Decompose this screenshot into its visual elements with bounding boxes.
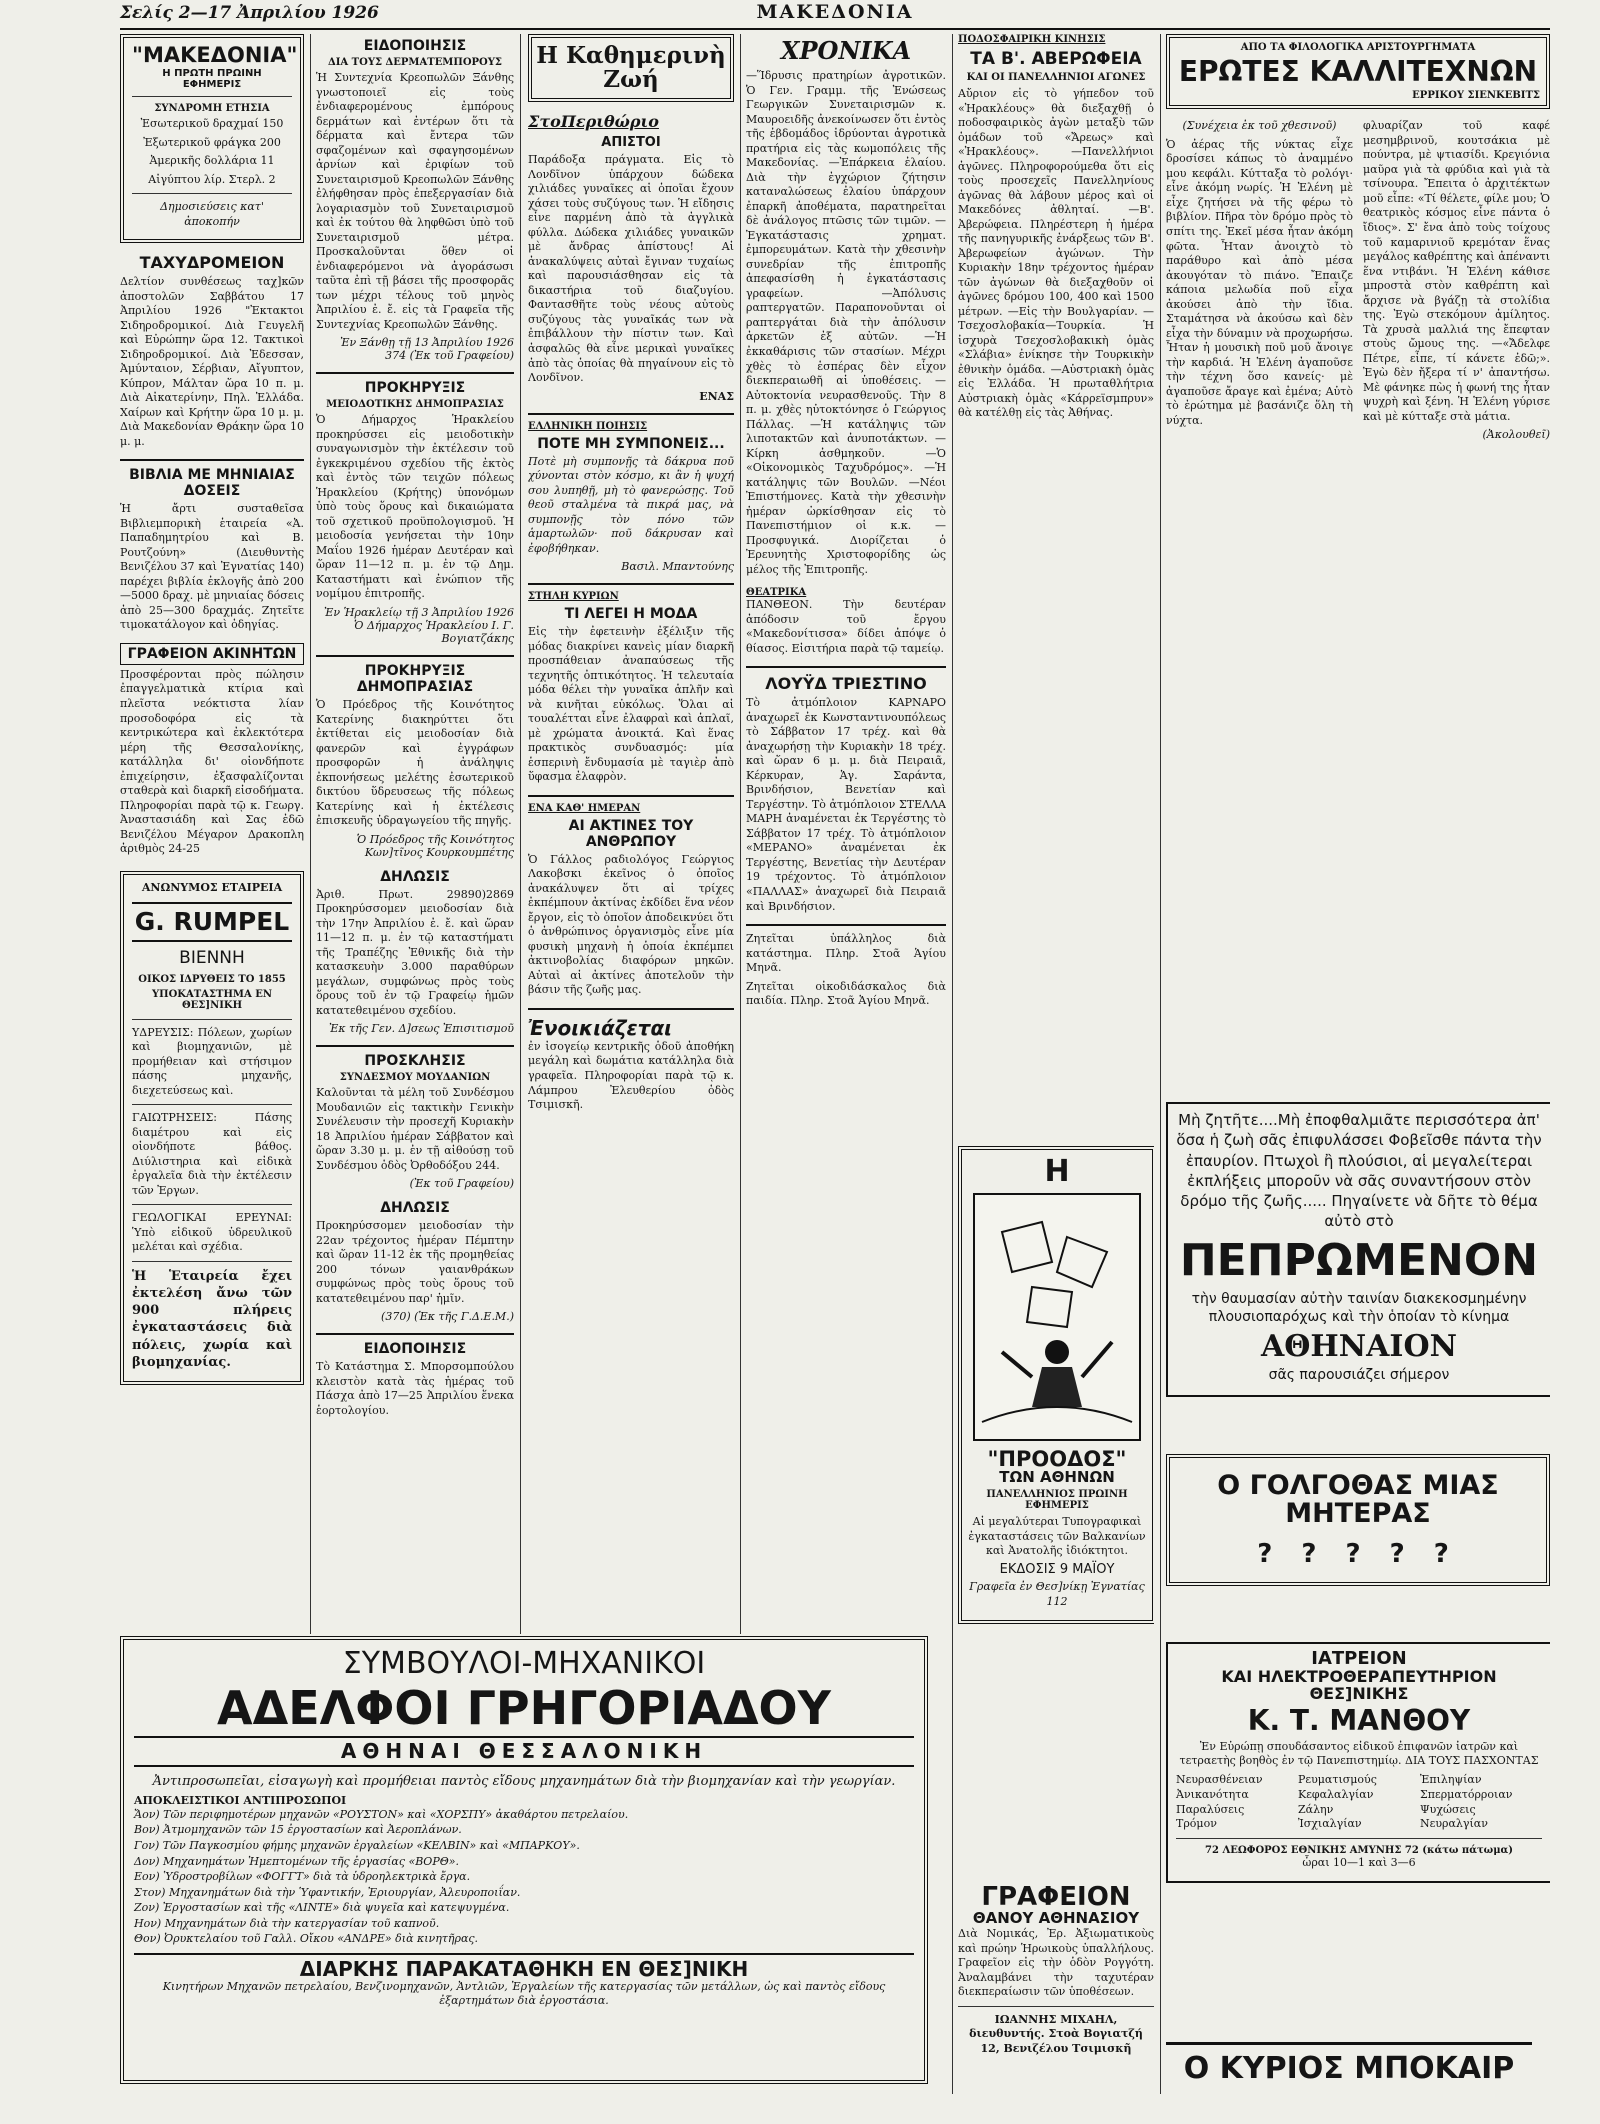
auction-notice bbox=[316, 380, 514, 645]
sports-title: ΤΑ Β'. ΑΒΕΡΩΦΕΙΑ bbox=[970, 49, 1142, 69]
declaration-signature: Ἐκ τῆς Γεν. Δ]σεως Ἐπισιτισμοῦ bbox=[328, 1022, 514, 1036]
poetry-text: Ποτὲ μὴ συμπονῇς τὰ δάκρυα ποῦ χύνονται στὸν κόσμο, κι ἂν ἡ ψυχή σου λυπηθῇ, μὴ τὸ φανερώσῃς. Τοῦ θεοῦ σταλμένα τὰ πικρά μας, νὰ συμπονῇς τὸν πόνο τῶν ἁμαρτωλῶν· ποῦ δάκρυσαν καὶ ἐφοβήθηκαν. bbox=[528, 454, 734, 555]
declaration-title: ΔΗΛΩΣΙΣ bbox=[380, 1200, 450, 1217]
notice-subtitle: ΔΙΑ ΤΟΥΣ ΔΕΡΜΑΤΕΜΠΟΡΟΥΣ bbox=[328, 57, 502, 68]
chronicles bbox=[746, 38, 946, 577]
grafeion-subtitle: ΘΑΝΟΥ ΑΘΗΝΑΣΙΟΥ bbox=[972, 1909, 1140, 1928]
column-5 bbox=[958, 34, 1154, 2094]
film2-marks: ? ? ? ? ? bbox=[1257, 1538, 1459, 1569]
shipping bbox=[746, 674, 946, 914]
rumpel-label: ΑΝΩΝΥΜΟΣ ΕΤΑΙΡΕΙΑ bbox=[141, 880, 283, 894]
margin-signature: ΕΝΑΣ bbox=[699, 389, 734, 403]
clinic-list-item: Νευρασθένειαν bbox=[1176, 1772, 1263, 1786]
auction2-title: ΠΡΟΚΗΡΥΞΙΣ ΔΗΜΟΠΡΑΣΙΑΣ bbox=[356, 662, 474, 695]
bottom-film-ad bbox=[1166, 2042, 1532, 2085]
literature-col-a bbox=[1166, 119, 1353, 1139]
column-4 bbox=[746, 34, 946, 1634]
office-title: ΓΡΑΦΕΙΟΝ ΑΚΙΝΗΤΩΝ bbox=[120, 643, 304, 665]
promo-rate: Αἰγύπτου λίρ. Στερλ. 2 bbox=[148, 172, 276, 186]
literature-body bbox=[1166, 119, 1550, 1139]
literature-title: ΕΡΩΤΕΣ ΚΑΛΛΙΤΕΧΝΩΝ bbox=[1178, 55, 1538, 88]
clinic-text: Ἐν Εὐρώπῃ σπουδάσαντος εἰδικοῦ ἐπιφανῶν ἰατρῶν καὶ τετραετὴς βοηθὸς ἐν τῷ Πανεπιστημίῳ. ΔΙΑ ΤΟΥΣ ΠΑΣΧΟΝΤΑΣ bbox=[1179, 1739, 1539, 1768]
bottom-film-title: Ο ΚΥΡΙΟΣ ΜΠΟΚΑΙΡ bbox=[1183, 2051, 1515, 2086]
film-ad bbox=[1166, 1102, 1550, 1397]
section-title: Η Καθημερινὴ Ζωή bbox=[536, 42, 726, 94]
film-title: ΠΕΠΡΩΜΕΝΟΝ bbox=[1179, 1234, 1539, 1286]
margin-text: Παράδοξα πράγματα. Εἰς τὸ Λονδῖνον ὑπάρχουν δώδεκα χιλιάδες γυναῖκες αἱ ὁποῖαι ἔχουν χάσει τοὺς συζύγους των. Ἡ εἴδησις εἶνε παρμένη ἀπὸ τὰ ἀγγλικὰ φύλλα. Δώδεκα χιλιάδες γυναικῶν μὲ ἄνδρας ἀπίστους! Αἱ ἀνακαλύψεις αὐταὶ ἔγιναν τυχαίως καὶ παρουσιάσθησαν εἰς τὰ δικαστήρια τοῦ διαζυγίου. Φαντασθῆτε τοὺς νέους αὐτοὺς συζύγους τὰς γυναῖκάς των νὰ ἐπιβάλλουν τὴν πίστιν των. Καὶ ἀσφαλῶς θὰ εἶνε μερικαὶ γυναῖκες ἀπὸ τὰς ὁποίας θὰ πηγαίνουν εἰς τὸ Λονδῖνον. bbox=[528, 153, 734, 385]
invitation bbox=[316, 1053, 514, 1190]
literature-tag: ΑΠΟ ΤΑ ΦΙΛΟΛΟΓΙΚΑ ΑΡΙΣΤΟΥΡΓΗΜΑΤΑ bbox=[1240, 42, 1476, 53]
film-cinema: ΑΘΗΝΑΙΟΝ bbox=[1260, 1328, 1458, 1364]
sports-tag: ΠΟΔΟΣΦΑΙΡΙΚΗ ΚΙΝΗΣΙΣ bbox=[958, 34, 1106, 45]
ad-item: Θον) Ὀρυκτελαίου τοῦ Γαλλ. Οἴκου «ΑΝΔΡΕ» διὰ κινητῆρας. bbox=[134, 1932, 479, 1946]
promo-rate: Ἐξωτερικοῦ φράγκα 200 bbox=[143, 135, 281, 149]
clinic-hours: ὧραι 10—1 καὶ 3—6 bbox=[1302, 1856, 1416, 1870]
proodos-address: Γραφεῖα ἐν Θεσ]νίκῃ Ἐγνατίας 112 bbox=[969, 1580, 1145, 1608]
rumpel-geology: ΓΕΩΛΟΓΙΚΑΙ ΕΡΕΥΝΑΙ: Ὑπὸ εἰδικοῦ ὑδρευλικοῦ μελέται καὶ σχέδια. bbox=[132, 1211, 292, 1254]
ad-footer-text: Κινητήρων Μηχανῶν πετρελαίου, Βενζινομηχανῶν, Ἀντλιῶν, Ἐργαλείων τῆς κατεργασίας τῶν μετάλλων, ὡς καὶ παντὸς εἴδους ἐξαρτημάτων διὰ ἐργοστάσια. bbox=[162, 1979, 886, 2008]
clinic-address: 72 ΛΕΩΦΟΡΟΣ ΕΘΝΙΚΗΣ ΑΜΥΝΗΣ 72 (κάτω πάτωμα) bbox=[1205, 1845, 1513, 1857]
ad-item: Ἄον) Τῶν περιφημοτέρων μηχανῶν «ΡΟΥΣΤΟΝ» καὶ «ΧΟΡΣΠΥ» ἀκαθάρτου πετρελαίου. bbox=[134, 1807, 629, 1821]
office-text: Προσφέρονται πρὸς πώλησιν ἐπαγγελματικὰ κτίρια καὶ πλεῖστα νεόκτιστα λίαν προσοδοφόρα εἰς τὰ κεντρικώτερα καὶ ἐκλεκτότερα μέρη τῆς Θεσσαλονίκης, κατάλληλα δι' οἱονδήποτε ἐπιχείρησιν, ἐξασφαλίζονται σταθερὰ καὶ διαρκῆ εἰσοδήματα. Πληροφορίαι παρὰ τῷ κ. Γεωργ. Ἀναστασιάδη καὶ Σας ἐδῶ Βενιζέλου Μέγαρον Δρακοπλη ἀριθμὸς 24-25 bbox=[120, 667, 304, 856]
wanted-ad: Ζητεῖται οἰκοδιδάσκαλος διὰ παιδία. Πληρ. Στοᾶ Ἁγίου Μηνᾶ. bbox=[746, 979, 946, 1008]
clinic-list-item: Νευραλγίαν bbox=[1420, 1817, 1488, 1831]
clinic-list-item: Ἐπιληψίαν bbox=[1420, 1772, 1482, 1786]
literature-end: (Ἀκολουθεῖ) bbox=[1482, 428, 1550, 442]
rumpel-city: ΒΙΕΝΝΗ bbox=[179, 947, 245, 968]
fashion-text: Εἰς τὴν ἐφετεινὴν ἐξέλιξιν τῆς μόδας διακρίνει κανεὶς μίαν διαρκῆ προσπάθειαν ἀναπαύσεως τῆς τεχνητῆς ὀπτικότητος. Ἡ τελευταία μόδα θέλει τὴν γυναῖκα ἁπλῆν καὶ νὰ κινῆται εὐκόλως. Ὅλαι αἱ τουαλέτται εἶνε ἐλαφραὶ καὶ ἁπλαῖ, μὲ χρώματα ἀνοικτά. Καὶ ἕνας πρακτικὸς συνδυασμός: μία ἑσπερινὴ ἔνδυμασία μὲ ταγιὲρ ἀπὸ ὕφασμα ἐλαφρὸν. bbox=[528, 625, 734, 784]
auction-signature: Ἐν Ἡρακλείῳ τῇ 3 Ἀπριλίου 1926 Ὁ Δήμαρχος Ἡρακλείου Ι. Γ. Βογιατζάκης bbox=[324, 605, 514, 645]
rumpel-water: ΥΔΡΕΥΣΙΣ: Πόλεων, χωρίων καὶ βιομηχανιῶν, μὲ προμήθειαν καὶ στήσιμον πάσης μηχανῆς, διεχετεύσεως καὶ. bbox=[132, 1025, 292, 1097]
film2-ad bbox=[1166, 1454, 1550, 1586]
masthead bbox=[120, 0, 1550, 30]
clinic-list-item: Ζάλην bbox=[1298, 1802, 1334, 1816]
daily bbox=[528, 803, 734, 998]
column-3 bbox=[528, 34, 734, 1634]
grigoriadou-ad bbox=[120, 1636, 928, 2084]
literature-col-b bbox=[1363, 119, 1550, 1139]
notice-signature: Ἐν Ξάνθῃ τῇ 13 Ἀπριλίου 1926 374 (Ἐκ τοῦ Γραφείου) bbox=[340, 336, 514, 363]
poetry-signature: Βασιλ. Μπαντούνης bbox=[621, 560, 734, 574]
clinic-list-item: Ρευματισμούς bbox=[1298, 1772, 1377, 1786]
newspaper-illustration-icon bbox=[972, 1192, 1142, 1442]
sports bbox=[958, 34, 1154, 421]
proodos-date: ΕΚΔΟΣΙΣ 9 ΜΑΪΟΥ bbox=[999, 1561, 1115, 1577]
clinic-list bbox=[1176, 1773, 1542, 1832]
auction-subtitle: ΜΕΙΟΔΟΤΙΚΗΣ ΔΗΜΟΠΡΑΣΙΑΣ bbox=[326, 399, 504, 411]
film-desc: τὴν θαυμασίαν αὐτὴν ταινίαν διακεκοσμημένην πλουσιοπαρόχως καὶ τὴν ὁποίαν τὸ κίνημα bbox=[1191, 1290, 1527, 1326]
notice-title: ΕΙΔΟΠΟΙΗΣΙΣ bbox=[363, 38, 467, 54]
film2-title: Ο ΓΟΛΓΟΘΑΣ ΜΙΑΣ ΜΗΤΕΡΑΣ bbox=[1217, 1470, 1499, 1530]
column-rule bbox=[952, 34, 953, 2094]
invitation-subtitle: ΣΥΝΔΕΣΜΟΥ ΜΟΥΔΑΝΙΩΝ bbox=[339, 1072, 491, 1084]
film-intro: Μὴ ζητῆτε....Μὴ ἐποφθαλμιᾶτε περισσότερα ἀπ' ὅσα ἡ ζωὴ σᾶς ἐπιφυλάσσει Φοβεῖσθε πάντα τὴν ἐπαυρίον. Πτωχοὶ ἢ πλούσιοι, αἱ μεγαλείτεραι ἐκπλήξεις μποροῦν νὰ σᾶς συναντήσουν στὸν δρόμο τῆς ζωῆς..... Πηγαίνετε νὰ δῆτε τὸ θέμα αὐτὸ στὸ bbox=[1176, 1111, 1542, 1231]
rent-text: ἐν ἰσογείῳ κεντρικῆς ὁδοῦ ἀποθήκη μεγάλη καὶ δωμάτια κατάλληλα διὰ γραφεῖα. Πληροφορίαι παρὰ τῷ κ. Λάμπρου Ἐλευθερίου ὁδὸς Τσιμισκῆ. bbox=[528, 1039, 734, 1112]
invitation-title: ΠΡΟΣΚΛΗΣΙΣ bbox=[364, 1053, 466, 1070]
ad-sub: ΑΠΟΚΛΕΙΣΤΙΚΟΙ ΑΝΤΙΠΡΟΣΩΠΟΙ bbox=[134, 1793, 347, 1807]
column-2 bbox=[316, 34, 514, 1634]
promo-title: "ΜΑΚΕΔΟΝΙΑ" bbox=[132, 43, 298, 67]
auction2-text: Ὁ Πρόεδρος τῆς Κοινότητος Κατερίνης διακηρύττει ὅτι ἐκτίθεται εἰς μειοδοσίαν διὰ φανερῶν καὶ ἐγγράφων προσφορῶν ἡ ἀνάληψις ἐκπονήσεως μελέτης ἐσωτερικοῦ δικτύου ὕδρευσεως τῆς πόλεως Κατερίνης καὶ ἡ ἐκτέλεσις ἐπισκευῆς ὑδραγωγείου τῆς πηγῆς. bbox=[316, 697, 514, 828]
clinic-title: ΚΑΙ ΗΛΕΚΤΡΟΘΕΡΑΠΕΥΤΗΡΙΟΝ ΘΕΣ]ΝΙΚΗΣ bbox=[1221, 1666, 1497, 1703]
clinic-list-item: Παραλύσεις bbox=[1176, 1802, 1245, 1816]
theatre-text: ΠΑΝΘΕΟΝ. Τὴν δευτέραν ἀπόδοσιν τοῦ ἔργου «Μακεδονίτισσα» δίδει ἀπόψε ὁ θίασος. Εἰσιτήρια παρὰ τῷ ταμείῳ. bbox=[746, 598, 946, 655]
daily-title: ΑΙ ΑΚΤΙΝΕΣ ΤΟΥ ΑΝΘΡΩΠΟΥ bbox=[568, 817, 694, 850]
column-rule bbox=[520, 34, 521, 1634]
books-text: Ἡ ἄρτι συσταθεῖσα Βιβλιεμπορικὴ ἑταιρεία «Ἀ. Παπαδημητρίου καὶ Β. Ρουτζούνη» (Διευθυντὴς Βενιζέλου 37 καὶ Ἐγνατίας 140) παρέχει βιβλία ἐκλογῆς ἀπὸ 200—5000 δραχ. μὲ μηνιαίας δόσεις ἀπὸ 25—300 δραχμάς. Ζητεῖτε τιμοκατάλογον καὶ ὁδηγίας. bbox=[120, 502, 304, 632]
daily-text: Ὁ Γάλλος ραδιολόγος Γεώργιος Λακοβσκι ἐκεῖνος ὁ ὁποῖος ἀνακάλυψεν ὅτι αἱ τρίχες ἐκπέμπουν ἀκτίνας ἐκδίδει ἕνα νέον ἔργον, εἰς τὸ ὁποῖον ἀποδεικνύει ὅτι ὁ ἀνθρώπινος ὀργανισμὸς εἶνε μία φυσικὴ μηχανὴ ἡ ὁποία ἐκπέμπει ἀκτινοβολίας διαφόρων μηκῶν. Αὐταὶ αἱ ἀκτίνες ἀποτελοῦν τὴν βάσιν τῆς ζωῆς μας. bbox=[528, 852, 734, 997]
wanted-ad: Ζητεῖται ὑπάλληλος διὰ κατάστημα. Πληρ. Στοᾶ Ἁγίου Μηνᾶ. bbox=[746, 932, 946, 975]
shipping-text: Τὸ ἀτμόπλοιον ΚΑΡΝΑΡΟ ἀναχωρεῖ ἐκ Κωνσταντινουπόλεως τὸ Σάββατον 17 τρέχ. καὶ θὰ ἀναχωρήσῃ τὴν Κυριακὴν 18 τρέχ. καὶ ὥραν 6 μ. μ. διὰ Πειραιᾶ, Κέρκυραν, Ἁγ. Σαράντα, Βρινδήσιον, Βενετίαν καὶ Τεργέστην. Τὸ ἀτμόπλοιον ΣΤΕΛΛΑ ΜΑΡΗ ἀναμένεται ἐκ Τεργέστης τὸ Σάββατον 17 τρέχ. Τὸ ἀτμόπλοιον «ΜΕΡΑΝΟ» ἀναμένεται ἐκ Τεργέστης, Βενετίας τὴν Δευτέραν 19 τρέχοντος. Τὸ ἀτμόπλοιον «ΠΑΛΛΑΣ» ἀναχωρεῖ διὰ Πειραιᾶ καὶ Βρινδήσιον. bbox=[746, 696, 946, 913]
proodos-title: "ΠΡΟΟΔΟΣ" bbox=[987, 1446, 1127, 1471]
promo-rate: Ἀμερικῆς δολλάρια 11 bbox=[149, 154, 275, 168]
fashion bbox=[528, 591, 734, 785]
notice-title: ΕΙΔΟΠΟΙΗΣΙΣ bbox=[363, 1341, 467, 1358]
ad-footer-title: ΔΙΑΡΚΗΣ ΠΑΡΑΚΑΤΑΘΗΚΗ ΕΝ ΘΕΣ]ΝΙΚΗ bbox=[134, 1953, 914, 1980]
paper-name: ΜΑΚΕΔΟΝΙΑ bbox=[756, 1, 914, 23]
invitation-text: Καλοῦνται τὰ μέλη τοῦ Συνδέσμου Μουδανιῶν εἰς τακτικὴν Γενικὴν Συνέλευσιν τὴν προσεχῆ Κυριακὴν 18 Ἀπριλίου ἡμέραν Σάββατον καὶ ὥραν 3.30 μ. μ. ἐν τῇ αἰθούσῃ τοῦ Συνδέσμου ὁδὸς Ὀρθοδόξου 244. bbox=[316, 1086, 514, 1172]
literature-header bbox=[1166, 34, 1550, 109]
ad-item: Εον) Ὑδροστροβίλων «ΦΟΓΓΤ» διὰ τὰ ὑδροηλεκτρικὰ ἔργα. bbox=[134, 1870, 471, 1884]
daily-tag: ΕΝΑ ΚΑΘ' ΗΜΕΡΑΝ bbox=[528, 802, 641, 814]
ad-item: Ζον) Ἐργοστασίων καὶ τῆς «ΛΙΝΤΕ» διὰ ψυγεῖα καὶ κατεψυγμένα. bbox=[134, 1901, 510, 1915]
margin-subtitle: ΑΠΙΣΤΟΙ bbox=[601, 135, 661, 151]
grafeion-title: ΓΡΑΦΕΙΟΝ bbox=[981, 1882, 1131, 1912]
ad-item: Γον) Τῶν Παγκοσμίου φήμης μηχανῶν ἐργαλείων «ΚΕΛΒΙΝ» καὶ «ΜΠΑΡΚΟΥ». bbox=[134, 1838, 580, 1852]
declaration-1 bbox=[316, 869, 514, 1036]
declaration-signature: (370) (Ἐκ τῆς Γ.Δ.Ε.Μ.) bbox=[381, 1310, 514, 1324]
ad-item: Στον) Μηχανημάτων διὰ τὴν Ὑφαντικήν, Ἐριουργίαν, Ἀλευροποιΐαν. bbox=[134, 1885, 521, 1899]
post-text: Δελτίον συνθέσεως ταχ]κῶν ἀποστολῶν Σαββάτου 17 Ἀπριλίου 1926 "Ἐκτακτοι Σιδηροδρομικοί. Διὰ Γευγελῆ καὶ Εὐρώπην ὥρα 12. Τακτικοὶ Σιδηροδρομικοί. Διὰ Ἐδεσσαν, Ἀμύνταιον, Σέρβιαν, Αἴγυπτον, Κύπρον, Μάλταν ὥρα 10 π. μ. Διὰ Αἰκατερίνην, Πηλ. Ἑλλάδα. Χαίρων καὶ Κρήτην ὥρα 10 μ. μ. Διὰ Μακεδονίαν Θράκην ὥρα 10 μ. μ. bbox=[120, 275, 304, 448]
theatre bbox=[746, 587, 946, 656]
film-now: σᾶς παρουσιάζει σήμερον bbox=[1268, 1367, 1450, 1384]
theatre-title: ΘΕΑΤΡΙΚΑ bbox=[746, 587, 807, 599]
proodos-desc: ΠΑΝΕΛΛΗΝΙΟΣ ΠΡΩΙΝΗ ΕΦΗΜΕΡΙΣ bbox=[986, 1489, 1128, 1512]
declaration-text: Προκηρύσσομεν μειοδοσίαν τὴν 22αν τρέχοντος ἡμέραν Πέμπτην καὶ ὥραν 11-12 ἐκ τῆς προμηθείας 200 τόνων γαιανθράκων συμφώνως πρὸς τοὺς ὅρους τοῦ κατατεθειμένου παρ' ἡμῖν. bbox=[316, 1219, 514, 1305]
promo-rate: Ἐσωτερικοῦ δραχμαί 150 bbox=[140, 117, 284, 131]
promo-subtitle: Η ΠΡΩΤΗ ΠΡΩΙΝΗ ΕΦΗΜΕΡΙΣ bbox=[162, 68, 262, 90]
notice-tanners bbox=[316, 38, 514, 362]
declaration-title: ΔΗΛΩΣΙΣ bbox=[380, 868, 450, 885]
illustration-art bbox=[972, 1192, 1142, 1442]
office-notice bbox=[120, 643, 304, 857]
auction-title: ΠΡΟΚΗΡΥΞΙΣ bbox=[364, 380, 466, 397]
post-title: ΤΑΧΥΔΡΟΜΕΙΟΝ bbox=[139, 253, 285, 273]
promo-footer: Δημοσιεύσεις κατ' ἀποκοπήν bbox=[160, 200, 264, 228]
auction2-notice bbox=[316, 663, 514, 859]
clinic-list-item: Κεφαλαλγίαν bbox=[1298, 1787, 1374, 1801]
notice-text: Ἡ Συντεχνία Κρεοπωλῶν Ξάνθης γνωστοποιεῖ εἰς τοὺς ἐνδιαφερομένους ἐμπόρους δερμάτων καὶ ἐντέρων ὅτι τὰ δέρματα καὶ ἔντερα τῶν σφαζομένων καὶ σφαγησομένων ἀρνίων καὶ ἐριφίων τοῦ Συνεταιρισμοῦ Κρεοπωλῶν Ξάνθης ἐλήφθησαν πρὸς ἐπεξεργασίαν διὰ λογαριασμὸν τοῦ Συνεταιρισμοῦ καὶ ἐκ τούτου θὰ ληφθῶσι ὑπὸ τοῦ Συνεταιρισμοῦ μέτρα. Προσκαλοῦνται ὅθεν οἱ ἐνδιαφερόμενοι νὰ ἀγοράσωσι ταῦτα ἐπὶ τῇ βάσει τῆς προσφορᾶς των μέχρι τέλους τοῦ μηνὸς Ἀπριλίου ἐ. ἔ. εἰς τὰ Γραφεῖα τῆς Συντεχνίας Κρεοπωλῶν Ξάνθης. bbox=[316, 71, 514, 331]
auction2-signature: Ὁ Πρόεδρος τῆς Κοινότητος Κων]τῖνος Κουρκουμπέτης bbox=[356, 832, 514, 859]
column-rule bbox=[740, 34, 741, 1634]
promo-box bbox=[120, 34, 304, 243]
proodos-letter: Η bbox=[1044, 1154, 1070, 1189]
column-rule bbox=[1160, 34, 1161, 2094]
rumpel-founded: ΟΙΚΟΣ ΙΔΡΥΘΕΙΣ ΤΟ 1855 bbox=[138, 973, 286, 985]
auction-text: Ὁ Δήμαρχος Ἡρακλείου προκηρύσσει εἰς μειοδοτικὴν συναγωνισμὸν τὴν ἐκτέλεσιν τοῦ ἐγκεκριμένου σχεδίου τῆς ἐκτὸς καὶ ἐντὸς τῶν τειχῶν πόλεως Ἡρακλείου (Κρήτης) ὑπονόμων ὑπὸ τοὺς ὅρους καὶ δικαιώματα τοῦ σχετικοῦ προϋπολογισμοῦ. Ἡ μειοδοσία γενήσεται τὴν 10ην Μαΐου 1926 ἡμέραν Δευτέραν καὶ ὥραν 11—12 π. μ. ἐν τῷ Δημ. Καταστήματι καὶ ἐνώπιον τῆς νομίμου ἐπιτροπῆς. bbox=[316, 413, 514, 601]
grafeion-ad bbox=[958, 1884, 1154, 2060]
rumpel-installations: Ἡ Ἑταιρεία ἔχει ἐκτελέση ἄνω τῶν 900 πλήρεις ἐγκαταστάσεις διὰ πόλεις, χωρία καὶ βιομηχανίας. bbox=[132, 1268, 292, 1370]
literature-author: ΕΡΡΙΚΟΥ ΣΙΕΝΚΕΒΙΤΣ bbox=[1412, 90, 1540, 102]
ad-item: Βον) Ἀτμομηχανῶν τῶν 15 ἐργοστασίων καὶ Ἀεροπλάνων. bbox=[134, 1823, 462, 1837]
page-info: Σελίς 2—17 Ἀπριλίου 1926 bbox=[120, 3, 379, 23]
proodos-subtitle: ΤΩΝ ΑΘΗΝΩΝ bbox=[999, 1467, 1115, 1486]
ad-name: ΑΔΕΛΦΟΙ ΓΡΗΓΟΡΙΑΔΟΥ bbox=[217, 1680, 831, 1735]
invitation-signature: (Ἐκ τοῦ Γραφείου) bbox=[409, 1177, 514, 1191]
rumpel-branch: ΥΠΟΚΑΤΑΣΤΗΜΑ ΕΝ ΘΕΣ]ΝΙΚΗ bbox=[152, 988, 272, 1011]
margin-title: ΣτοΠεριθώριο bbox=[528, 112, 659, 132]
poetry bbox=[528, 421, 734, 574]
proodos-ad bbox=[958, 1146, 1154, 1624]
ad-intro: Ἀντιπροσωπεῖαι, εἰσαγωγὴ καὶ προμήθειαι παντὸς εἴδους μηχανημάτων διὰ τὴν βιομηχανίαν καὶ τὴν γεωργίαν. bbox=[152, 1773, 896, 1789]
column-rule bbox=[310, 34, 311, 1634]
notice-text: Τὸ Κατάστημα Σ. Μπορσομπούλου κλειστὸν κατὰ τὰς ἡμέρας τοῦ Πάσχα ἀπὸ 17—25 Ἀπριλίου ἕνεκα ἑορτολογίου. bbox=[316, 1360, 514, 1417]
chronicles-text: —Ἵδρυσις πρατηρίων ἀγροτικῶν. Ὁ Γεν. Γραμμ. τῆς Ἑνώσεως Γεωργικῶν Συνεταιρισμῶν κ. Μαυροειδῆς ἀνεκοίνωσεν ὅτι ἐντὸς τῆς ἑβδομάδος ἱδρύονται ἀγροτικὰ πρατήρια εἰς τὰς κωμοπόλεις τῆς Μακεδονίας. —Ἐπάρκεια ἐλαίου. Διὰ τὴν ἐγχώριον ζήτησιν καταναλώσεως ἐλαίου ὑπάρχουν ἐπαρκῆ ἀποθέματα, παρατηρεῖται δὲ ἀνάλογος πτῶσις τῶν τιμῶν. —Ἐγκατάστασις χρηματ. ἐμπορευμάτων. Κατὰ τὴν χθεσινὴν συνεδρίαν τῆς ἐπιτροπῆς ἀπεφασίσθη ἡ ἐγκατάστασις γραφείων. —Ἀπόλυσις ραπτεργατῶν. Παραπονοῦνται οἱ ραπτεργάται διὰ τὴν ἀπόλυσιν ἀρκετῶν ἐξ αὐτῶν. —Ἡ ἐκκαθάρισις τῶν στασίων. Μέχρι χθὲς τὸ ἑσπέρας δὲν εἶχον διεκπεραιωθῆ αἱ ὑποθέσεις. —Αὐτοκτονία νευρασθενοῦς. Τὴν 8 π. μ. χθὲς ηὐτοκτόνησε ὁ Γεώργιος Πάλλας. —Ἡ κατάληψις τῶν λιποτακτῶν καὶ ἀνυποτάκτων. —Κίρκη ἀσθμηκοῦν. —Ὁ «Οἰκονομικὸς Ταχυδρόμος». —Ἡ κατάληψις τῶν Βουλῶν. —Νέοι Ἐπιστήμονες. Κατὰ τὴν χθεσινὴν ἡμέραν ὡρκίσθησαν εἰς τὸ Πανεπιστήμιον οἱ κ.κ. —Προσφυγικά. Διορίζεται ὁ Ἐρευνητὴς Χριστοφορίδης ὡς μέλος τῆς Ἐπιτροπῆς. bbox=[746, 69, 946, 576]
promo-sub: ΣΥΝΔΡΟΜΗ ΕΤΗΣΙΑ bbox=[154, 103, 270, 115]
rent-label: Ἐνοικιάζεται bbox=[528, 1015, 672, 1040]
clinic-name: Κ. Τ. ΜΑΝΘΟΥ bbox=[1247, 1704, 1471, 1738]
poetry-title: ΠΟΤΕ ΜΗ ΣΥΜΠΟΝΕΙΣ... bbox=[537, 435, 725, 452]
clinic-list-item: Τρόμον bbox=[1176, 1817, 1217, 1831]
clinic-list-item: Ψυχώσεις bbox=[1420, 1802, 1476, 1816]
books-notice bbox=[120, 467, 304, 633]
rumpel-ad bbox=[120, 871, 304, 1385]
books-title: ΒΙΒΛΙΑ ΜΕ ΜΗΝΙΑΙΑΣ ΔΟΣΕΙΣ bbox=[129, 467, 295, 500]
notice-shop bbox=[316, 1341, 514, 1418]
ad-item: Δον) Μηχανημάτων Ἡμεπτομένων τῆς ἐργασίας «ΒΟΡΘ». bbox=[134, 1854, 459, 1868]
column-1 bbox=[120, 34, 304, 1644]
ad-title: ΣΥΜΒΟΥΛΟΙ-ΜΗΧΑΝΙΚΟΙ bbox=[342, 1646, 706, 1681]
sports-subtitle: ΚΑΙ ΟΙ ΠΑΝΕΛΛΗΝΙΟΙ ΑΓΩΝΕΣ bbox=[966, 72, 1146, 83]
fashion-tag: ΣΤΗΛΗ ΚΥΡΙΩΝ bbox=[528, 591, 619, 603]
ad-item: Ηον) Μηχανημάτων διὰ τὴν κατεργασίαν τοῦ καπνοῦ. bbox=[134, 1916, 440, 1930]
clinic-list-item: Ἰσχιαλγίαν bbox=[1298, 1817, 1362, 1831]
shipping-title: ΛΟΥΫΔ ΤΡΙΕΣΤΙΝΟ bbox=[765, 674, 927, 694]
poetry-tag: ΕΛΛΗΝΙΚΗ ΠΟΙΗΣΙΣ bbox=[528, 420, 648, 432]
margin-column bbox=[528, 112, 734, 402]
grafeion-signature: ΙΩΑΝΝΗΣ ΜΙΧΑΗΛ, διευθυντής. Στοὰ Βογιατζή 12, Βενιζέλου Τσιμισκῆ bbox=[969, 2012, 1143, 2055]
proodos-text: Αἱ μεγαλύτεραι Τυπογραφικαὶ ἐγκαταστάσεις τῶν Βαλκανίων καὶ Ἀνατολῆς ἰδιόκτητοι. bbox=[968, 1515, 1146, 1558]
post-notice bbox=[120, 253, 304, 449]
clinic-ad bbox=[1166, 1642, 1550, 1883]
literature-text: Ὁ ἀέρας τῆς νύκτας εἶχε δροσίσει κάπως τὸ ἀναμμένο μου κεφάλι. Κύτταξα τὸ ρολόγι· εἶνε ἀκόμη νωρίς. Ἡ Ἑλένη μὲ εἶχε ζητήσει νὰ τῆς φέρω τὸ βιβλίον. Πῆρα τὸν δρόμο πρὸς τὸ σπίτι της. Ἐκεῖ μέσα ἦταν ἀκόμη φῶτα. Ἦταν ἀνοιχτὸ τὸ παράθυρο καὶ ἀπὸ μέσα ἀκουγόταν τὸ πιάνο. Ἔπαιζε κάποια μελωδία ποῦ εἶχα ἀκούσει ἀπὸ τὴν ἴδια. Σταμάτησα νὰ ἀκούσω καὶ δὲν εἶχα τὴν δύναμιν νὰ προχωρήσω. Ἦταν ἡ μουσικὴ ποῦ μοῦ ἄνοιγε τὴν καρδιά. Ἡ Ἑλένη ἀγαποῦσε τὴν τέχνη ὅσο κανείς· μὲ ἀγαποῦσε ἄραγε καὶ ἐμένα; Αὐτὸ τὸ ἐρώτημα μὲ βασάνιζε ὅλη τὴ νύχτα. bbox=[1166, 137, 1353, 427]
sports-text: Αὔριον εἰς τὸ γήπεδον τοῦ «Ἡρακλέους» θὰ διεξαχθῇ ὁ ποδοσφαιρικὸς ἀγὼν μεταξὺ τῶν ὁμάδων τοῦ «Ἄρεως» καὶ «Ἡρακλέους». —Πανελλήνιοι ἀγῶνες. Πληροφορούμεθα ὅτι εἰς τοὺς προσεχεῖς Πανελληνίους ἀγῶνας θὰ λάβουν μέρος καὶ οἱ Μακεδόνες ἀθληταί. —Β'. Ἀβερώφεια. Πληρέστερη ἡ ἡμέρα τῆς πανηγυρικῆς ἐνάρξεως τῶν Β'. Ἀβερωφείων ἀγώνων. Τὴν Κυριακὴν 18ην τρέχοντος ἡμέραν τῶν ἀγώνων θὰ διεξαχθοῦν οἱ ἀγῶνες δρόμου 100, 400 καὶ 1500 μέτρων. —Εἰς τὴν Βουλγαρίαν. —Τσεχοσλοβακία—Τουρκία. Ἡ ἰσχυρὰ Τσεχοσλοβακικὴ ὁμὰς «Σλάβια» ἐνίκησε τὴν Τουρκικὴν ἐθνικὴν ὁμάδα. —Αὐστριακὴ ὁμὰς εἰς Ἑλλάδα. Ἡ πρωταθλήτρια Αὐστριακὴ ὁμὰς «Κάρρεϊσμπρυν» θὰ κατέλθῃ εἰς τὰς Ἀθήνας. bbox=[958, 87, 1154, 420]
rumpel-name: G. RUMPEL bbox=[132, 902, 292, 942]
rent-ad bbox=[528, 1016, 734, 1113]
clinic-tag: ΙΑΤΡΕΙΟΝ bbox=[1311, 1648, 1407, 1669]
rumpel-drilling: ΓΑΙΩΤΡΗΣΕΙΣ: Πάσης διαμέτρου καὶ εἰς οἱονδήποτε βάθος. Διύλιστηρια καὶ εἰδικὰ ἐργαλεῖα διὰ τὴν ἐκτέλεσιν τῶν Ἐργων. bbox=[132, 1111, 292, 1197]
literature-text: φλυαρίζαν τοῦ καφέ μεσημβρινοῦ, κουτσάκια μὲ πούντρα, μὲ ψτιασίδι. Κρεγιόνια μαῦρα γιὰ τὰ φρύδια καὶ γιὰ τὰ τσίνουρα. Ἔπειτα ὁ ἀρχιτέκτων μοῦ εἶπε: «Τί θέλετε, φίλε μου; Ὁ θεατρικὸς κόσμος εἶνε πάντα ὁ ἴδιος». Σ' ἔνα ἀπὸ τοὺς τοίχους τοῦ καμαρινιοῦ κρεμόταν ἕνας μεγάλος καθρέπτης καὶ ἀπέναντι ἕνα ντιβάνι. Ἡ Ἑλένη κάθισε μπροστὰ στὸν καθρέπτη καὶ ἄρχισε νὰ βγάζῃ τὰ στολίδια της. Ἐγὼ στεκόμουν ἀμίλητος. Τὰ χρυσὰ μαλλιά της ἔπεφταν στοὺς ὤμους της. —«Ἄδελφε Πέτρε, εἶπε, τί κάνετε ἐδῶ;». Ἐγὼ δὲν ἤξερα τί ν' ἀπαντήσω. Μὲ φάνηκε πὼς ἡ φωνή της ἦταν ψυχρὴ καὶ ξένη. Ἡ Ἑλένη γύρισε καὶ μὲ κύτταξε στὰ μάτια. bbox=[1363, 119, 1550, 423]
literature-continued: (Συνέχεια ἐκ τοῦ χθεσινοῦ) bbox=[1182, 119, 1337, 133]
fashion-title: ΤΙ ΛΕΓΕΙ Η ΜΟΔΑ bbox=[564, 606, 698, 623]
declaration-2 bbox=[316, 1200, 514, 1323]
grafeion-text: Διὰ Νομικάς, Ἐρ. Ἀξιωματικοὺς καὶ πρώην Ἡρωικοὺς ὑπαλλήλους. Γραφεῖον εἰς τὴν ὁδὸν Ρογγότη. Ἀναλαμβάνει τὴν ταχυτέραν διεκπεραίωσιν τῶν ὑποθέσεων. bbox=[958, 1927, 1154, 1999]
declaration-text: Ἀριθ. Πρωτ. 29890)2869 Προκηρύσσομεν μειοδοσίαν διὰ τὴν 17ην Ἀπριλίου ἐ. ἔ. καὶ ὥραν 11—12 π. μ. ἐν τῷ καταστήματι τῆς Τραπέζης Ἐθνικῆς διὰ τὴν κατασκευὴν 3.000 παραθύρων μεγάλων, συμφώνως πρὸς τοὺς ὅρους τοῦ ἐν τῷ Γραφείῳ ἡμῶν κατατεθειμένου σχεδίου. bbox=[316, 887, 514, 1017]
ad-cities: ΑΘΗΝΑΙ ΘΕΣΣΑΛΟΝΙΚΗ bbox=[134, 1736, 914, 1767]
chronicles-title: ΧΡΟΝΙΚΑ bbox=[780, 36, 912, 65]
section-header bbox=[528, 34, 734, 102]
clinic-list-item: Ἀνικανότητα bbox=[1176, 1787, 1249, 1801]
clinic-list-item: Σπερματόρροιαν bbox=[1420, 1787, 1513, 1801]
column-6 bbox=[1166, 34, 1550, 2094]
